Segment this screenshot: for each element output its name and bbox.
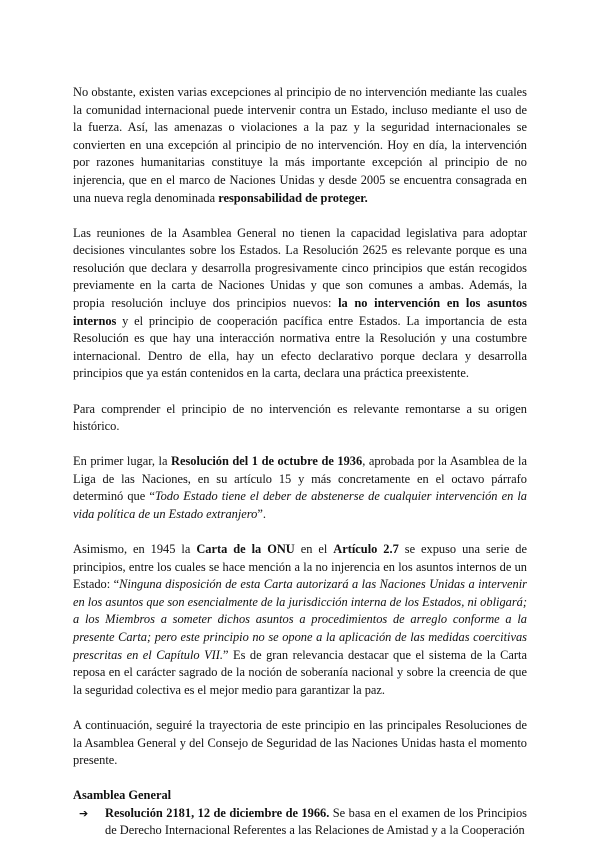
text-run: Las reuniones de la Asamblea General no tienen la capacidad legislativa para adoptar decisiones vinculantes sobre los Estados. La Resolución 2625 es relevante porque es una resolución que declara y desarrolla progresivamente cinco principios que están recogidos previamente en la carta de Naciones Unidas y que son comunes a ambas. Además, la propia resolución incluye dos principios nuevos: xyxy=(73,225,527,311)
text-run: ”. xyxy=(257,506,266,521)
text-run: Se basa en el examen de los Principios de Derecho Internacional Referentes a las Relaciones de Amistad y a la Cooperación xyxy=(105,805,528,838)
bold-term-resolucion-2181: Resolución 2181, 12 de diciembre de 1966. xyxy=(105,805,330,820)
text-run: en el xyxy=(294,542,334,557)
text-run: No obstante, existen varias excepciones al principio de no intervención mediante las cuales la comunidad internacional puede intervenir contra un Estado, incluso mediante el uso de la fuerza. Así, las amenazas o violaciones a la paz y la seguridad internacionales se convierten en una excepción al principio de no intervención. Hoy en día, la intervención por razones humanitarias constituye la más importante excepción al principio de no injerencia, que en el marco de Naciones Unidas y desde 2005 se encuentra consagrada en una nueva regla denominada xyxy=(73,85,527,205)
text-run: A continuación, seguiré la trayectoria de este principio en las principales Resoluciones de la Asamblea General y del Consejo de Seguridad de las Naciones Unidas hasta el momento presente. xyxy=(73,717,527,768)
paragraph-origen xyxy=(73,401,527,436)
bold-term-articulo: Artículo 2.7 xyxy=(333,542,399,557)
paragraph-exceptions xyxy=(73,84,527,207)
text-run: y el principio de cooperación pacífica entre Estados. La importancia de esta Resolución es que hay una interacción normativa entre la Resolución y una costumbre internacional. Dentro de ella, hay un efecto declarativo porque declara y desarrolla principios que ya están contenidos en la carta, declara una práctica preexistente. xyxy=(73,313,527,381)
text-run: , aprobada por la Asamblea de la Liga de las Naciones, en su artículo 15 y más concretamente en el octavo párrafo determinó que “ xyxy=(73,454,527,504)
quote-italic: Todo Estado tiene el deber de abstenerse de cualquier intervención en la vida política de un Estado extranjero xyxy=(73,489,527,521)
text-run: Asimismo, en 1945 la xyxy=(73,542,197,557)
list-item-text xyxy=(105,805,527,840)
paragraph-1936 xyxy=(73,453,527,523)
section-heading: Asamblea General xyxy=(73,788,172,803)
paragraph-carta-onu xyxy=(73,541,527,699)
arrow-bullet-icon: ➔ xyxy=(79,806,89,820)
text-run: Para comprender el principio de no intervención es relevante remontarse a su origen histórico. xyxy=(73,401,527,434)
bold-term-no-intervencion: la no intervención en los asuntos internos xyxy=(73,296,527,328)
bold-term-resolucion-1936: Resolución del 1 de octubre de 1936 xyxy=(171,454,363,469)
text-run: ” Es de gran relevancia destacar que el sistema de la Carta reposa en el carácter sagrado de la noción de soberanía nacional y sobre la creencia de que la seguridad colectiva es el mejor medio para garantizar la paz. xyxy=(73,647,527,697)
bold-term-carta-onu: Carta de la ONU xyxy=(196,542,295,557)
text-run: En primer lugar, la xyxy=(73,454,172,469)
paragraph-trayectoria xyxy=(73,717,527,770)
list-item xyxy=(73,805,527,840)
bold-term-responsabilidad: responsabilidad de proteger. xyxy=(218,190,368,205)
paragraph-asamblea xyxy=(73,225,527,383)
text-run: se expuso una serie de principios, entre los cuales se hace mención a la no injerencia en los asuntos internos de un Estado: “ xyxy=(73,542,527,592)
quote-italic: Ninguna disposición de esta Carta autorizará a las Naciones Unidas a intervenir en los asuntos que son esencialmente de la jurisdicción interna de los Estados, ni obligará; a los Miembros a someter dichos asuntos a procedimientos de arreglo conforme a la presente Carta; pero este principio no se opone a la aplicación de las medidas coercitivas prescritas en el Capítulo VII. xyxy=(73,577,527,662)
